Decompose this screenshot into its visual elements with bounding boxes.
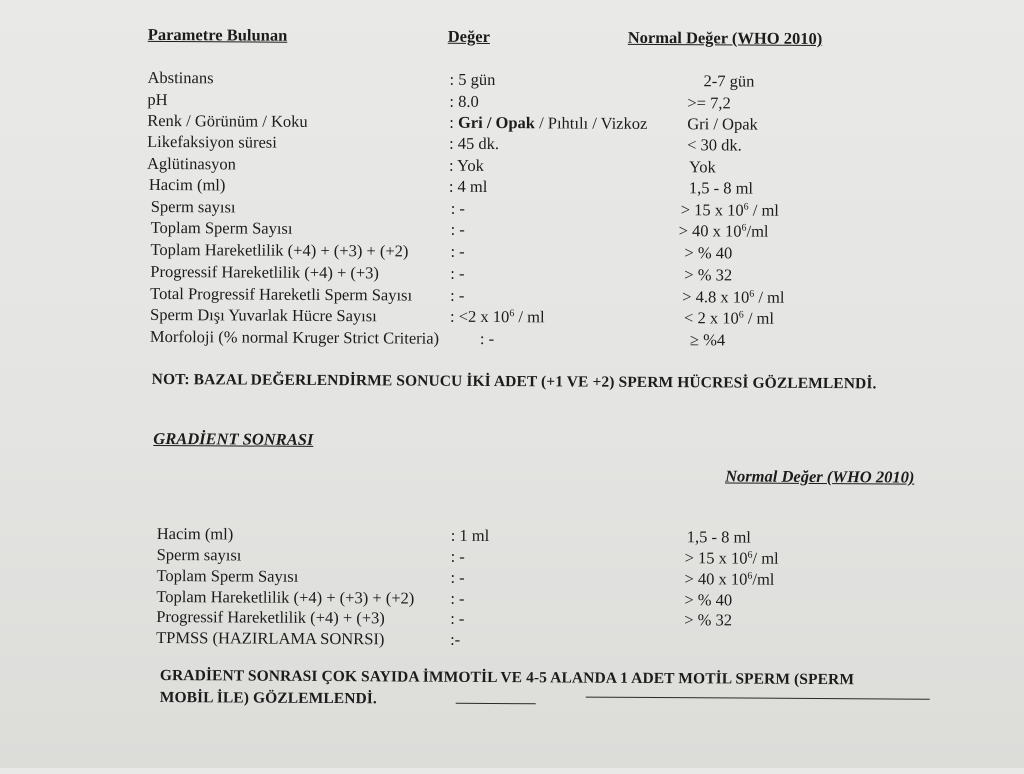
- row-param-likefaksiyon: Likefaksiyon süresi: [147, 131, 277, 152]
- header-normal-value: Normal Değer (WHO 2010): [627, 27, 823, 49]
- g-row-param-hacim: Hacim (ml): [156, 523, 234, 544]
- row-normal-hacim: 1,5 - 8 ml: [688, 178, 754, 198]
- row-value-toplam-sperm: : -: [450, 219, 465, 239]
- row-value-hacim: : 4 ml: [448, 176, 488, 196]
- row-param-aglutinasyon: Aglütinasyon: [146, 153, 236, 174]
- g-row-param-progressif: Progressif Hareketlilik (+4) + (+3): [156, 606, 385, 628]
- value-unit: / ml: [514, 307, 545, 327]
- header-parameter: Parametre Bulunan: [147, 24, 288, 45]
- normal-unit: / ml: [752, 548, 779, 568]
- g-row-normal-toplam-sperm: [684, 569, 774, 590]
- row-value-total-progressif: : -: [450, 285, 465, 305]
- normal-unit: / ml: [743, 308, 775, 328]
- normal-exponent: 6: [738, 309, 744, 321]
- value-prefix: :: [449, 112, 459, 132]
- signature-line-long: [586, 697, 930, 700]
- normal-exponent: 6: [747, 570, 753, 582]
- row-value-aglutinasyon: : Yok: [448, 155, 484, 175]
- row-normal-toplam-hareketlilik: > % 40: [684, 243, 733, 263]
- row-value-progressif: : -: [450, 263, 465, 283]
- g-row-value-sperm-sayisi: : -: [450, 546, 465, 566]
- normal-base: > 15 x 10: [680, 200, 744, 220]
- row-param-sperm-sayisi: Sperm sayısı: [150, 196, 236, 217]
- normal-exponent: 6: [741, 222, 747, 234]
- row-normal-renk: Gri / Opak: [687, 114, 758, 134]
- row-normal-total-progressif: [682, 287, 784, 308]
- row-value-abstinans: : 5 gün: [449, 69, 496, 90]
- value-exponent: 6: [509, 308, 515, 320]
- g-row-normal-sperm-sayisi: [685, 548, 779, 569]
- g-row-param-tpmss: TPMSS (HAZIRLAMA SONRSI): [156, 627, 385, 649]
- signature-line-short: [456, 703, 536, 704]
- g-row-value-toplam-sperm: : -: [450, 567, 465, 587]
- g-row-param-toplam-hareketlilik: Toplam Hareketlilik (+4) + (+3) + (+2): [156, 586, 415, 608]
- g-row-value-progressif: : -: [450, 608, 465, 628]
- normal-base: > 4.8 x 10: [682, 287, 750, 307]
- gradient-note-line2: MOBİL İLE) GÖZLEMLENDİ.: [159, 688, 377, 708]
- row-value-sperm-sayisi: : -: [450, 198, 466, 218]
- normal-base: > 40 x 10: [684, 569, 748, 589]
- row-value-ph: : 8.0: [449, 91, 479, 111]
- row-param-toplam-sperm: Toplam Sperm Sayısı: [150, 217, 293, 238]
- normal-unit: / ml: [748, 200, 779, 220]
- gradient-note-line1: GRADİENT SONRASI ÇOK SAYIDA İMMOTİL VE 4-5 ALANDA 1 ADET MOTİL SPERM (SPERM: [159, 666, 855, 689]
- row-param-morfoloji: Morfoloji (% normal Kruger Strict Criteria): [149, 326, 440, 348]
- row-value-renk: [449, 113, 647, 134]
- basal-note: NOT: BAZAL DEĞERLENDİRME SONUCU İKİ ADET (+1 VE +2) SPERM HÜCRESİ GÖZLEMLENDİ.: [151, 370, 877, 393]
- row-value-yuvarlak-hucre: [450, 307, 545, 328]
- row-param-total-progressif: Total Progressif Hareketli Sperm Sayısı: [150, 283, 413, 305]
- row-param-abstinans: Abstinans: [147, 67, 214, 88]
- header-value: Değer: [447, 26, 490, 46]
- normal-exponent: 6: [747, 549, 753, 561]
- row-normal-abstinans: 2-7 gün: [703, 71, 755, 91]
- g-row-value-tpmss: :-: [450, 629, 461, 649]
- row-normal-aglutinasyon: Yok: [688, 157, 716, 177]
- row-param-renk: Renk / Görünüm / Koku: [147, 110, 308, 131]
- normal-base: > 15 x 10: [684, 548, 748, 568]
- row-normal-likefaksiyon: < 30 dk.: [687, 135, 742, 155]
- normal-base: > 40 x 10: [678, 221, 742, 241]
- gradient-title: GRADİENT SONRASI: [153, 428, 314, 449]
- row-value-likefaksiyon: : 45 dk.: [449, 133, 500, 154]
- row-value-toplam-hareketlilik: : -: [450, 241, 465, 261]
- g-row-normal-toplam-hareketlilik: > % 40: [684, 590, 733, 610]
- g-row-param-toplam-sperm: Toplam Sperm Sayısı: [156, 565, 299, 586]
- g-row-value-hacim: : 1 ml: [450, 525, 490, 545]
- normal-exponent: 6: [743, 201, 749, 213]
- row-normal-sperm-sayisi: [681, 200, 779, 221]
- value-rest: / Pıhtılı / Vizkoz: [534, 113, 648, 133]
- g-row-normal-progressif: > % 32: [684, 610, 733, 630]
- normal-exponent: 6: [749, 288, 755, 300]
- g-row-param-sperm-sayisi: Sperm sayısı: [156, 544, 242, 565]
- row-normal-morfoloji: ≥ %4: [689, 330, 726, 350]
- row-param-hacim: Hacim (ml): [148, 174, 226, 195]
- normal-unit: /ml: [746, 221, 769, 241]
- row-param-yuvarlak-hucre: Sperm Dışı Yuvarlak Hücre Sayısı: [150, 304, 377, 326]
- value-bold: Gri / Opak: [457, 112, 536, 133]
- row-normal-yuvarlak-hucre: [684, 308, 774, 329]
- normal-unit: / ml: [754, 287, 785, 307]
- value-base: : <2 x 10: [450, 306, 510, 327]
- g-row-normal-hacim: 1,5 - 8 ml: [686, 527, 751, 547]
- g-row-value-toplam-hareketlilik: : -: [450, 588, 465, 608]
- normal-base: < 2 x 10: [684, 308, 739, 328]
- normal-unit: /ml: [752, 569, 775, 589]
- row-param-progressif: Progressif Hareketlilik (+4) + (+3): [150, 261, 380, 283]
- row-normal-toplam-sperm: [679, 221, 769, 242]
- gradient-normal-header: Normal Değer (WHO 2010): [725, 466, 915, 487]
- row-param-ph: pH: [147, 89, 168, 110]
- row-param-toplam-hareketlilik: Toplam Hareketlilik (+4) + (+3) + (+2): [150, 239, 409, 261]
- row-value-morfoloji: : -: [479, 328, 495, 349]
- row-normal-progressif: > % 32: [684, 265, 733, 285]
- row-normal-ph: >= 7,2: [687, 93, 731, 113]
